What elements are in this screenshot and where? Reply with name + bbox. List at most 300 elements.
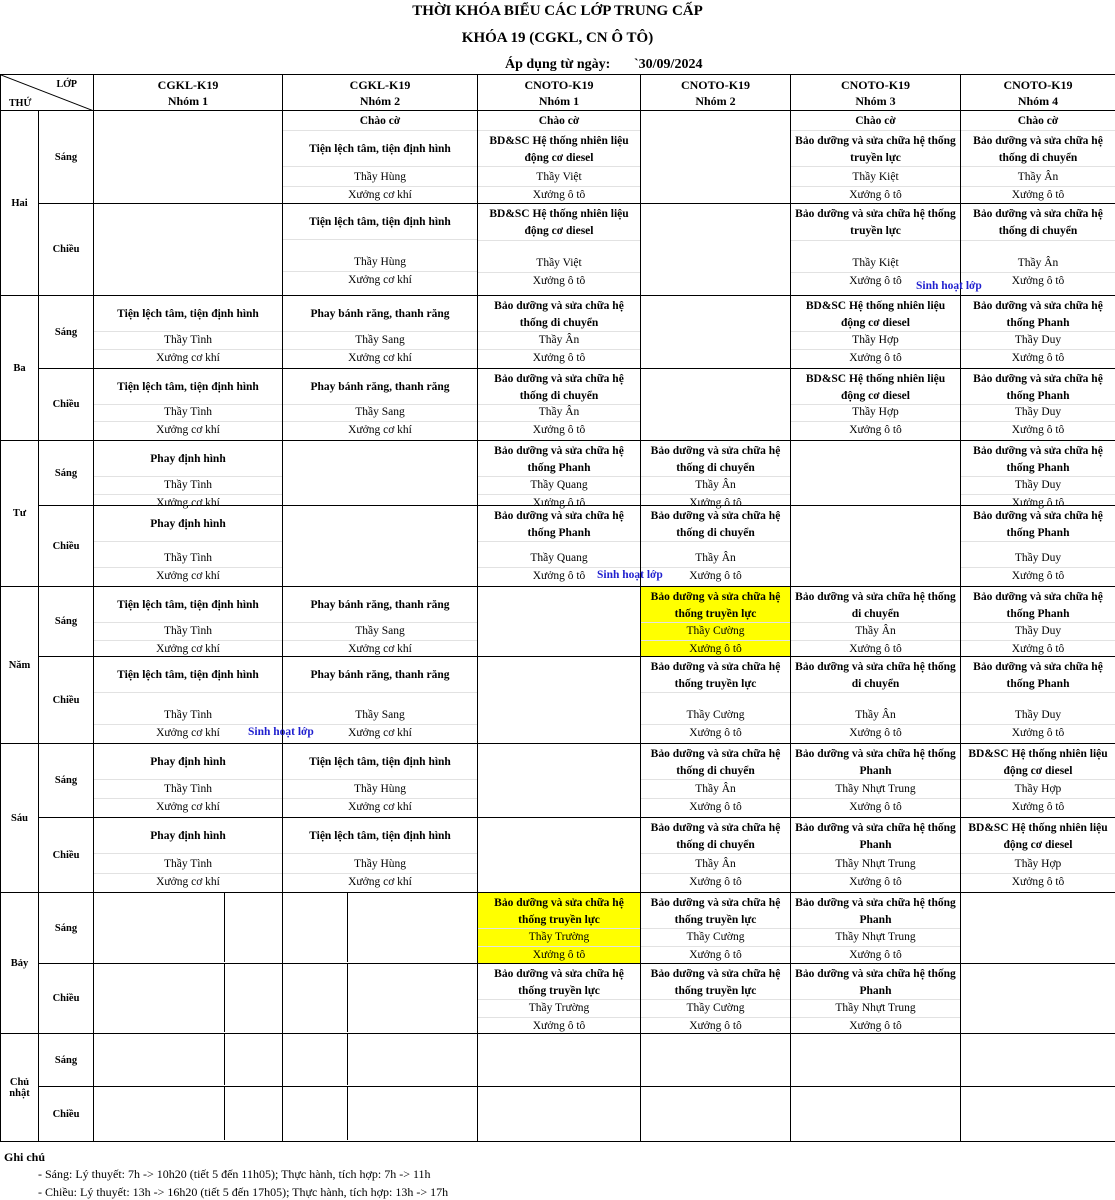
day-label: Hai bbox=[1, 111, 39, 296]
session-label: Chiều bbox=[39, 818, 94, 893]
subject-name: Phay định hình bbox=[94, 506, 282, 542]
schedule-cell bbox=[641, 744, 791, 818]
subject-name: Tiện lệch tâm, tiện định hình bbox=[283, 131, 477, 167]
subject-name: Bảo dưỡng và sửa chữa hệ thống Phanh bbox=[961, 657, 1115, 693]
room-name: Xưởng ô tô bbox=[849, 352, 902, 364]
corner-lop-label: LỚP bbox=[56, 79, 77, 90]
schedule-cell bbox=[283, 1087, 478, 1142]
subject-name: Bảo dưỡng và sửa chữa hệ thống Phanh bbox=[478, 506, 640, 542]
session-label: Chiều bbox=[39, 204, 94, 296]
schedule-cell bbox=[283, 506, 478, 587]
subject-name: Tiện lệch tâm, tiện định hình bbox=[283, 818, 477, 854]
session-row bbox=[1, 441, 1115, 506]
subject-name: Tiện lệch tâm, tiện định hình bbox=[283, 744, 477, 780]
teacher-name: Thầy Hợp bbox=[791, 332, 960, 350]
room-name: Xưởng ô tô bbox=[532, 570, 586, 582]
schedule-cell bbox=[94, 506, 283, 587]
schedule-cell bbox=[641, 204, 791, 296]
schedule-cell bbox=[283, 893, 478, 964]
subject-name: BD&SC Hệ thống nhiên liệu động cơ diesel bbox=[791, 369, 960, 405]
teacher-name: Thầy Hợp bbox=[961, 781, 1115, 799]
teacher-name: Thầy Ân bbox=[961, 169, 1115, 187]
teacher-name: Thầy Sang bbox=[283, 332, 477, 350]
subject-name: Tiện lệch tâm, tiện định hình bbox=[94, 657, 282, 693]
schedule-cell bbox=[641, 1034, 791, 1087]
room-name: Xưởng cơ khí bbox=[156, 424, 220, 436]
class-name: CNOTO-K19 bbox=[524, 77, 594, 92]
subject-name: Bảo dưỡng và sửa chữa hệ thống Phanh bbox=[791, 893, 960, 929]
schedule-cell bbox=[641, 893, 791, 964]
subject-name: Bảo dưỡng và sửa chữa hệ thống truyền lực bbox=[791, 131, 960, 167]
column-header bbox=[478, 75, 641, 111]
schedule-cell bbox=[641, 818, 791, 893]
room-name: Xưởng ô tô bbox=[532, 275, 586, 287]
schedule-cell bbox=[478, 441, 641, 509]
room-name: Xưởng ô tô bbox=[532, 497, 586, 509]
teacher-name: Thầy Duy bbox=[961, 477, 1115, 495]
schedule-cell bbox=[791, 1034, 961, 1087]
room-name: Xưởng ô tô bbox=[689, 727, 742, 739]
teacher-name: Thầy Trường bbox=[478, 929, 640, 947]
subject-name: Bảo dưỡng và sửa chữa hệ thống truyền lực bbox=[641, 893, 790, 929]
teacher-name: Thầy Tình bbox=[94, 477, 282, 495]
subject-name: BD&SC Hệ thống nhiên liệu động cơ diesel bbox=[961, 744, 1115, 780]
teacher-name: Thầy Nhựt Trung bbox=[791, 856, 960, 874]
subject-name: Bảo dưỡng và sửa chữa hệ thống di chuyển bbox=[641, 506, 790, 542]
column-header bbox=[791, 75, 961, 111]
class-name: CNOTO-K19 bbox=[1003, 77, 1073, 92]
teacher-name: Thầy Sang bbox=[283, 623, 477, 641]
session-label: Sáng bbox=[39, 111, 94, 204]
schedule-cell bbox=[961, 441, 1115, 509]
schedule-cell bbox=[283, 204, 478, 296]
room-name: Xưởng ô tô bbox=[689, 801, 742, 813]
teacher-name: Thầy Quang bbox=[478, 550, 640, 568]
schedule-cell bbox=[641, 964, 791, 1034]
notes-title: Ghi chú bbox=[4, 1150, 46, 1164]
room-name: Xưởng ô tô bbox=[532, 424, 586, 436]
schedule-cell bbox=[961, 296, 1115, 369]
session-label: Sáng bbox=[39, 441, 94, 506]
subject-name: Bảo dưỡng và sửa chữa hệ thống Phanh bbox=[961, 506, 1115, 542]
subject-name: Bảo dưỡng và sửa chữa hệ thống truyền lực bbox=[641, 657, 790, 693]
schedule-cell bbox=[283, 964, 478, 1034]
subject-name: Bảo dưỡng và sửa chữa hệ thống truyền lực bbox=[641, 587, 790, 623]
subject-name: Bảo dưỡng và sửa chữa hệ thống Phanh bbox=[961, 296, 1115, 332]
teacher-name: Thầy Nhựt Trung bbox=[791, 781, 960, 799]
room-name: Xưởng cơ khí bbox=[348, 801, 412, 813]
subject-name: Bảo dưỡng và sửa chữa hệ thống Phanh bbox=[961, 441, 1115, 477]
group-name: Nhóm 2 bbox=[695, 93, 736, 108]
teacher-name: Thầy Nhựt Trung bbox=[791, 929, 960, 947]
subject-name: Tiện lệch tâm, tiện định hình bbox=[283, 204, 477, 240]
room-name: Xưởng ô tô bbox=[1011, 801, 1065, 813]
sinh-hoat-lop-label: Sinh hoạt lớp bbox=[248, 726, 314, 738]
teacher-name: Thầy Cường bbox=[641, 707, 790, 725]
room-name: Xưởng ô tô bbox=[849, 727, 902, 739]
schedule-cell bbox=[791, 506, 961, 587]
apply-date: `30/09/2024 bbox=[634, 57, 703, 72]
room-name: Xưởng ô tô bbox=[1011, 497, 1065, 509]
teacher-name: Thầy Tình bbox=[94, 623, 282, 641]
sinh-hoat-lop-label: Sinh hoạt lớp bbox=[597, 569, 663, 581]
teacher-name: Thầy Việt bbox=[478, 255, 640, 273]
room-name: Xưởng ô tô bbox=[689, 497, 742, 509]
teacher-name: Thầy Ân bbox=[961, 255, 1115, 273]
schedule-cell bbox=[478, 818, 641, 893]
session-label: Sáng bbox=[39, 587, 94, 657]
subject-name: Tiện lệch tâm, tiện định hình bbox=[94, 296, 282, 332]
teacher-name: Thầy Kiệt bbox=[791, 255, 960, 273]
schedule-cell bbox=[94, 296, 283, 369]
session-label: Sáng bbox=[39, 296, 94, 369]
session-label: Chiều bbox=[39, 657, 94, 744]
schedule-cell bbox=[283, 587, 478, 657]
room-name: Xưởng cơ khí bbox=[156, 643, 220, 655]
subject-name: Bảo dưỡng và sửa chữa hệ thống di chuyển bbox=[641, 744, 790, 780]
session-row bbox=[1, 587, 1115, 657]
subject-name: Bảo dưỡng và sửa chữa hệ thống truyền lực bbox=[478, 893, 640, 929]
schedule-cell bbox=[94, 111, 283, 204]
schedule-cell bbox=[961, 111, 1115, 204]
session-row bbox=[1, 296, 1115, 369]
subject-name: Bảo dưỡng và sửa chữa hệ thống Phanh bbox=[961, 587, 1115, 623]
class-name: CNOTO-K19 bbox=[680, 77, 751, 92]
room-name: Xưởng ô tô bbox=[1011, 876, 1065, 888]
room-name: Xưởng cơ khí bbox=[348, 876, 412, 888]
teacher-name: Thầy Ân bbox=[641, 477, 790, 495]
sinh-hoat-lop-label: Sinh hoạt lớp bbox=[916, 280, 982, 292]
session-label: Chiều bbox=[39, 369, 94, 441]
schedule-cell bbox=[478, 369, 641, 441]
subject-name: Tiện lệch tâm, tiện định hình bbox=[94, 587, 282, 623]
schedule-cell bbox=[94, 744, 283, 818]
day-label: Tư bbox=[1, 441, 39, 587]
schedule-cell bbox=[791, 818, 961, 893]
schedule-cell bbox=[283, 744, 478, 818]
teacher-name: Thầy Ân bbox=[641, 550, 790, 568]
column-header bbox=[961, 75, 1115, 111]
teacher-name: Thầy Duy bbox=[961, 623, 1115, 641]
teacher-name: Thầy Tình bbox=[94, 550, 282, 568]
schedule-cell bbox=[478, 657, 641, 744]
schedule-cell bbox=[478, 744, 641, 818]
room-name: Xưởng ô tô bbox=[689, 570, 742, 582]
teacher-name: Thầy Sang bbox=[283, 707, 477, 725]
subject-name: Tiện lệch tâm, tiện định hình bbox=[94, 369, 282, 405]
schedule-cell bbox=[791, 369, 961, 441]
subject-name: BD&SC Hệ thống nhiên liệu động cơ diesel bbox=[478, 131, 640, 167]
room-name: Xưởng cơ khí bbox=[348, 352, 412, 364]
schedule-cell bbox=[961, 818, 1115, 893]
schedule-cell bbox=[641, 587, 791, 657]
schedule-cell bbox=[94, 964, 283, 1034]
schedule-cell bbox=[94, 1087, 283, 1142]
subject-name: Bảo dưỡng và sửa chữa hệ thống truyền lực bbox=[641, 964, 790, 1000]
schedule-cell bbox=[478, 893, 641, 964]
session-label: Chiều bbox=[39, 964, 94, 1034]
schedule-cell bbox=[94, 587, 283, 657]
room-name: Xưởng ô tô bbox=[849, 1020, 902, 1032]
schedule-cell bbox=[283, 296, 478, 369]
session-row bbox=[1, 964, 1115, 1034]
session-label: Sáng bbox=[39, 1034, 94, 1087]
schedule-cell bbox=[961, 744, 1115, 818]
room-name: Xưởng ô tô bbox=[532, 1020, 586, 1032]
schedule-cell bbox=[961, 506, 1115, 587]
session-row bbox=[1, 744, 1115, 818]
session-label: Chiều bbox=[39, 506, 94, 587]
subject-name: Bảo dưỡng và sửa chữa hệ thống di chuyển bbox=[961, 204, 1115, 241]
schedule-cell bbox=[961, 1034, 1115, 1087]
day-label: Bảy bbox=[1, 893, 39, 1034]
teacher-name: Thầy Ân bbox=[478, 404, 640, 422]
teacher-name: Thầy Ân bbox=[641, 856, 790, 874]
teacher-name: Thầy Tình bbox=[94, 404, 282, 422]
subject-name: Bảo dưỡng và sửa chữa hệ thống di chuyển bbox=[641, 818, 790, 854]
day-label: Sáu bbox=[1, 744, 39, 893]
schedule-cell bbox=[791, 893, 961, 964]
room-name: Xưởng ô tô bbox=[1011, 424, 1065, 436]
subject-name: Phay bánh răng, thanh răng bbox=[283, 369, 477, 405]
room-name: Xưởng ô tô bbox=[1011, 275, 1065, 287]
room-name: Xưởng cơ khí bbox=[156, 570, 220, 582]
teacher-name: Thầy Trường bbox=[478, 1000, 640, 1018]
teacher-name: Thầy Cường bbox=[641, 623, 790, 641]
room-name: Xưởng cơ khí bbox=[156, 876, 220, 888]
note-morning: - Sáng: Lý thuyết: 7h -> 10h20 (tiết 5 đến 11h05); Thực hành, tích hợp: 7h -> 11h bbox=[38, 1167, 431, 1181]
day-label: Ba bbox=[1, 296, 39, 441]
room-name: Xưởng cơ khí bbox=[156, 801, 220, 813]
class-name: CGKL-K19 bbox=[157, 77, 219, 92]
schedule-cell bbox=[478, 111, 641, 204]
subject-name: Bảo dưỡng và sửa chữa hệ thống di chuyển bbox=[478, 369, 640, 405]
schedule-cell bbox=[641, 657, 791, 744]
room-name: Xưởng ô tô bbox=[689, 876, 742, 888]
room-name: Xưởng ô tô bbox=[532, 352, 586, 364]
teacher-name: Thầy Hùng bbox=[283, 254, 477, 272]
subject-name: BD&SC Hệ thống nhiên liệu động cơ diesel bbox=[478, 204, 640, 241]
day-label: Chủ nhật bbox=[1, 1034, 39, 1142]
session-row bbox=[1, 893, 1115, 964]
schedule-cell bbox=[283, 1034, 478, 1087]
room-name: Xưởng ô tô bbox=[532, 189, 586, 201]
schedule-cell bbox=[961, 369, 1115, 441]
subject-name: Bảo dưỡng và sửa chữa hệ thống truyền lực bbox=[791, 204, 960, 241]
schedule-cell bbox=[478, 204, 641, 296]
schedule-cell bbox=[961, 657, 1115, 744]
session-row bbox=[1, 657, 1115, 744]
schedule-cell bbox=[478, 1087, 641, 1142]
teacher-name: Thầy Quang bbox=[478, 477, 640, 495]
room-name: Xưởng ô tô bbox=[1011, 643, 1065, 655]
corner-header bbox=[1, 75, 94, 111]
room-name: Xưởng ô tô bbox=[849, 801, 902, 813]
column-header bbox=[94, 75, 283, 111]
schedule-cell bbox=[791, 296, 961, 369]
teacher-name: Thầy Tình bbox=[94, 707, 282, 725]
apply-label: Áp dụng từ ngày: bbox=[505, 57, 611, 72]
schedule-cell bbox=[641, 369, 791, 441]
timetable bbox=[0, 74, 1115, 1142]
subject-name: Bảo dưỡng và sửa chữa hệ thống di chuyển bbox=[478, 296, 640, 332]
room-name: Xưởng cơ khí bbox=[348, 189, 412, 201]
schedule-cell bbox=[283, 369, 478, 441]
schedule-cell bbox=[478, 964, 641, 1034]
schedule-cell bbox=[94, 369, 283, 441]
group-name: Nhóm 4 bbox=[1017, 93, 1059, 108]
flag-ceremony-label: Chào cờ bbox=[283, 111, 477, 131]
flag-ceremony-label: Chào cờ bbox=[478, 111, 640, 131]
teacher-name: Thầy Nhựt Trung bbox=[791, 1000, 960, 1018]
room-name: Xưởng ô tô bbox=[532, 949, 586, 961]
room-name: Xưởng cơ khí bbox=[156, 727, 220, 739]
schedule-cell bbox=[791, 964, 961, 1034]
room-name: Xưởng ô tô bbox=[689, 1020, 742, 1032]
room-name: Xưởng cơ khí bbox=[156, 352, 220, 364]
teacher-name: Thầy Tình bbox=[94, 856, 282, 874]
room-name: Xưởng cơ khí bbox=[348, 643, 412, 655]
subject-name: Phay định hình bbox=[94, 818, 282, 854]
teacher-name: Thầy Ân bbox=[641, 781, 790, 799]
teacher-name: Thầy Hùng bbox=[283, 781, 477, 799]
group-name: Nhóm 3 bbox=[855, 93, 896, 108]
session-row bbox=[1, 1087, 1115, 1142]
group-name: Nhóm 1 bbox=[538, 93, 580, 108]
subject-name: Bảo dưỡng và sửa chữa hệ thống di chuyển bbox=[961, 131, 1115, 167]
schedule-cell bbox=[961, 964, 1115, 1034]
subject-name: Phay bánh răng, thanh răng bbox=[283, 657, 477, 693]
teacher-name: Thầy Duy bbox=[961, 707, 1115, 725]
teacher-name: Thầy Tình bbox=[94, 781, 282, 799]
column-header bbox=[641, 75, 791, 111]
group-name: Nhóm 2 bbox=[359, 93, 401, 108]
room-name: Xưởng ô tô bbox=[849, 643, 902, 655]
schedule-cell bbox=[94, 204, 283, 296]
session-label: Sáng bbox=[39, 893, 94, 964]
session-row bbox=[1, 1034, 1115, 1087]
schedule-cell bbox=[641, 441, 791, 509]
class-name: CNOTO-K19 bbox=[840, 77, 911, 92]
schedule-cell bbox=[791, 441, 961, 506]
schedule-cell bbox=[478, 1034, 641, 1087]
group-name: Nhóm 1 bbox=[167, 93, 209, 108]
teacher-name: Thầy Ân bbox=[478, 332, 640, 350]
teacher-name: Thầy Hùng bbox=[283, 856, 477, 874]
subject-name: Bảo dưỡng và sửa chữa hệ thống truyền lực bbox=[478, 964, 640, 1000]
subject-name: Phay bánh răng, thanh răng bbox=[283, 587, 477, 623]
schedule-cell bbox=[478, 296, 641, 369]
subject-name: Phay bánh răng, thanh răng bbox=[283, 296, 477, 332]
room-name: Xưởng ô tô bbox=[849, 424, 902, 436]
column-header bbox=[283, 75, 478, 111]
teacher-name: Thầy Ân bbox=[791, 623, 960, 641]
schedule-cell bbox=[283, 111, 478, 204]
schedule-cell bbox=[478, 587, 641, 657]
subject-name: Bảo dưỡng và sửa chữa hệ thống Phanh bbox=[478, 441, 640, 477]
subject-name: Bảo dưỡng và sửa chữa hệ thống di chuyển bbox=[791, 587, 960, 623]
subject-name: Phay định hình bbox=[94, 744, 282, 780]
subject-name: Phay định hình bbox=[94, 441, 282, 477]
page-subtitle: KHÓA 19 (CGKL, CN Ô TÔ) bbox=[461, 30, 654, 46]
room-name: Xưởng cơ khí bbox=[348, 727, 412, 739]
schedule-cell bbox=[791, 587, 961, 657]
session-row bbox=[1, 369, 1115, 441]
teacher-name: Thầy Hợp bbox=[961, 856, 1115, 874]
room-name: Xưởng ô tô bbox=[849, 876, 902, 888]
class-name: CGKL-K19 bbox=[349, 77, 411, 92]
teacher-name: Thầy Duy bbox=[961, 404, 1115, 422]
room-name: Xưởng ô tô bbox=[1011, 189, 1065, 201]
room-name: Xưởng ô tô bbox=[689, 949, 742, 961]
session-row bbox=[1, 111, 1115, 204]
room-name: Xưởng ô tô bbox=[849, 275, 902, 287]
subject-name: Bảo dưỡng và sửa chữa hệ thống Phanh bbox=[961, 369, 1115, 405]
schedule-cell bbox=[791, 744, 961, 818]
schedule-cell bbox=[641, 1087, 791, 1142]
teacher-name: Thầy Duy bbox=[961, 332, 1115, 350]
room-name: Xưởng ô tô bbox=[1011, 570, 1065, 582]
teacher-name: Thầy Hợp bbox=[791, 404, 960, 422]
page-title: THỜI KHÓA BIỂU CÁC LỚP TRUNG CẤP bbox=[412, 3, 703, 19]
room-name: Xưởng cơ khí bbox=[348, 424, 412, 436]
subject-name: Bảo dưỡng và sửa chữa hệ thống di chuyển bbox=[641, 441, 790, 477]
teacher-name: Thầy Hùng bbox=[283, 169, 477, 187]
schedule-cell bbox=[961, 204, 1115, 296]
schedule-cell bbox=[791, 657, 961, 744]
corner-thu-label: THỨ bbox=[9, 98, 32, 109]
schedule-cell bbox=[94, 818, 283, 893]
teacher-name: Thầy Tình bbox=[94, 332, 282, 350]
schedule-cell bbox=[94, 893, 283, 964]
schedule-cell bbox=[94, 1034, 283, 1087]
subject-name: Bảo dưỡng và sửa chữa hệ thống di chuyển bbox=[791, 657, 960, 693]
schedule-cell bbox=[641, 296, 791, 369]
subject-name: Bảo dưỡng và sửa chữa hệ thống Phanh bbox=[791, 744, 960, 780]
session-row bbox=[1, 818, 1115, 893]
session-row bbox=[1, 506, 1115, 587]
schedule-cell bbox=[961, 587, 1115, 657]
schedule-cell bbox=[791, 1087, 961, 1142]
schedule-cell bbox=[641, 111, 791, 204]
room-name: Xưởng ô tô bbox=[689, 643, 742, 655]
schedule-cell bbox=[283, 818, 478, 893]
room-name: Xưởng cơ khí bbox=[156, 497, 220, 509]
schedule-cell bbox=[791, 111, 961, 204]
teacher-name: Thầy Cường bbox=[641, 1000, 790, 1018]
room-name: Xưởng ô tô bbox=[849, 189, 902, 201]
room-name: Xưởng ô tô bbox=[1011, 352, 1065, 364]
teacher-name: Thầy Việt bbox=[478, 169, 640, 187]
subject-name: Bảo dưỡng và sửa chữa hệ thống Phanh bbox=[791, 964, 960, 1000]
subject-name: BD&SC Hệ thống nhiên liệu động cơ diesel bbox=[791, 296, 960, 332]
schedule-cell bbox=[961, 1087, 1115, 1142]
subject-name: Bảo dưỡng và sửa chữa hệ thống Phanh bbox=[791, 818, 960, 854]
room-name: Xưởng cơ khí bbox=[348, 274, 412, 286]
schedule-cell bbox=[641, 506, 791, 587]
teacher-name: Thầy Ân bbox=[791, 707, 960, 725]
schedule-cell bbox=[961, 893, 1115, 964]
room-name: Xưởng ô tô bbox=[1011, 727, 1065, 739]
note-afternoon: - Chiều: Lý thuyết: 13h -> 16h20 (tiết 5 đến 17h05); Thực hành, tích hợp: 13h -> 17h bbox=[38, 1185, 449, 1199]
teacher-name: Thầy Sang bbox=[283, 404, 477, 422]
room-name: Xưởng ô tô bbox=[849, 949, 902, 961]
flag-ceremony-label: Chào cờ bbox=[791, 111, 960, 131]
flag-ceremony-label: Chào cờ bbox=[961, 111, 1115, 131]
subject-name: BD&SC Hệ thống nhiên liệu động cơ diesel bbox=[961, 818, 1115, 854]
session-label: Sáng bbox=[39, 744, 94, 818]
teacher-name: Thầy Duy bbox=[961, 550, 1115, 568]
